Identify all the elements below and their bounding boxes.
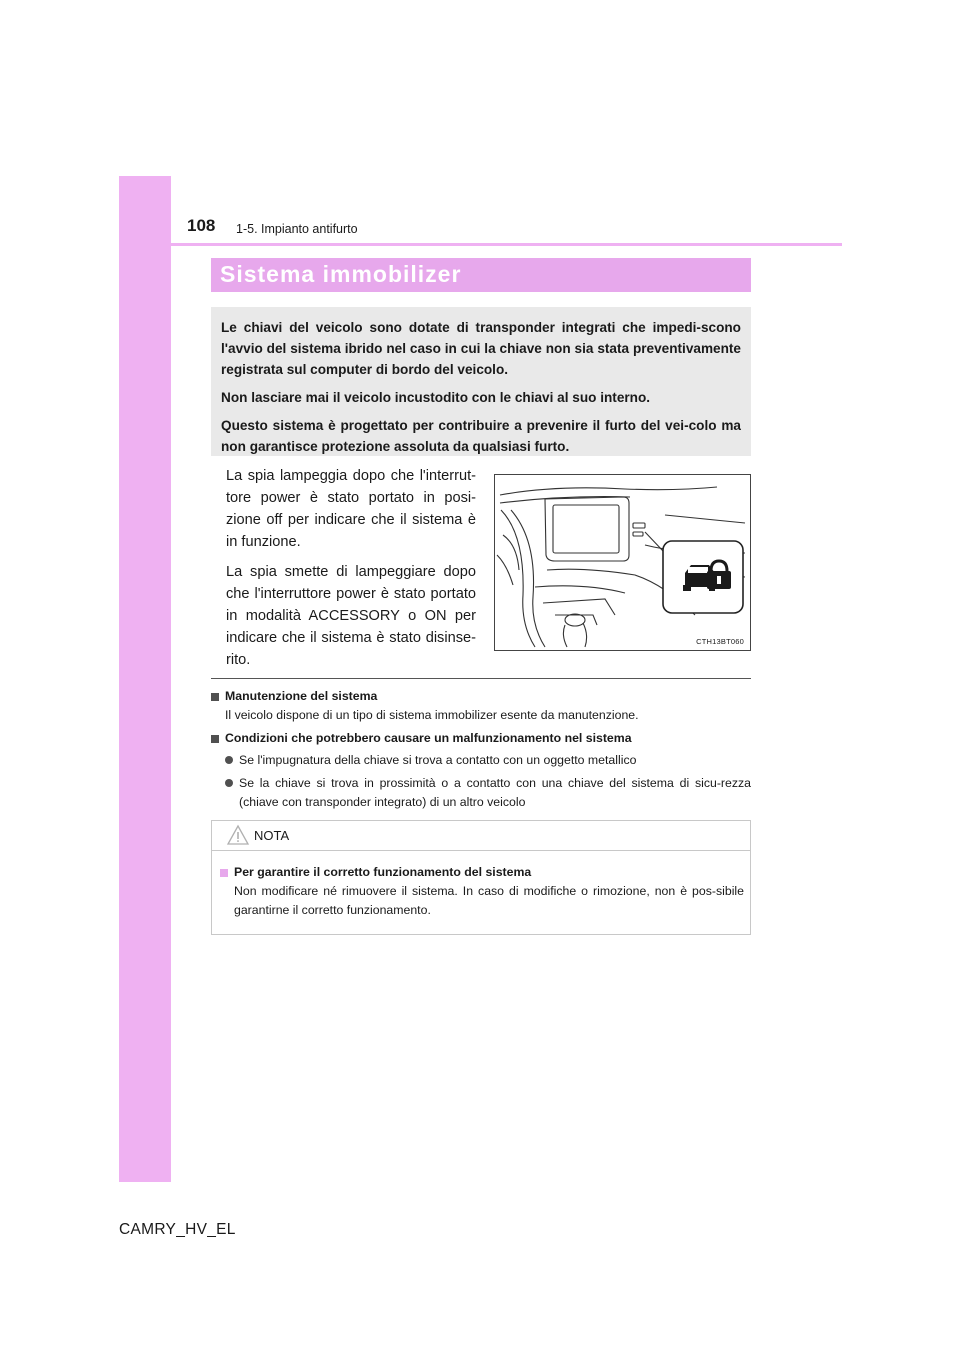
document-code: CAMRY_HV_EL bbox=[119, 1221, 236, 1238]
bullet-text: Se l'impugnatura della chiave si trova a contatto con un oggetto metallico bbox=[239, 753, 637, 767]
intro-paragraph: Le chiavi del veicolo sono dotate di transponder integrati che impedi-scono l'avvio del sistema ibrido nel caso in cui la chiave non sia stata preventivamente registrata sul computer di bordo del veicolo. bbox=[221, 320, 741, 377]
side-thumb-band bbox=[119, 176, 171, 1182]
intro-paragraph: Non lasciare mai il veicolo incustodito con le chiavi al suo interno. bbox=[221, 390, 651, 405]
nota-text: Non modificare né rimuovere il sistema. In caso di modifiche o rimozione, non è pos-sibile garantirne il corretto funzionamento. bbox=[234, 884, 744, 917]
square-bullet-icon bbox=[211, 693, 219, 701]
note-text: Il veicolo dispone di un tipo di sistema immobilizer esente da manutenzione. bbox=[225, 708, 639, 722]
section-reference: 1-5. Impianto antifurto bbox=[236, 222, 358, 236]
nota-body bbox=[220, 863, 744, 924]
intro-box bbox=[211, 307, 751, 456]
round-bullet-icon bbox=[225, 779, 233, 787]
dashboard-illustration bbox=[494, 474, 751, 651]
bullet-item bbox=[211, 751, 751, 770]
square-bullet-icon bbox=[211, 735, 219, 743]
notes-section bbox=[211, 687, 751, 812]
warning-triangle-icon bbox=[226, 824, 250, 846]
body-paragraph: La spia smette di lampeggiare dopo che l'interruttore power è stato portato in modalità ACCESSORY o ON per indicare che il sistema è stato disinse-rito. bbox=[226, 564, 476, 668]
header-rule bbox=[171, 243, 842, 246]
nota-header bbox=[212, 821, 750, 851]
round-bullet-icon bbox=[225, 756, 233, 764]
note-heading bbox=[211, 729, 751, 748]
dashboard-drawing bbox=[495, 475, 750, 650]
note-heading-text: Condizioni che potrebbero causare un malfunzionamento nel sistema bbox=[225, 731, 632, 745]
section-divider bbox=[211, 678, 751, 679]
page-number: 108 bbox=[187, 216, 216, 235]
figure-code: CTH13BT060 bbox=[696, 637, 744, 646]
nota-heading-text: Per garantire il corretto funzionamento del sistema bbox=[234, 865, 532, 879]
nota-heading bbox=[220, 863, 744, 882]
bullet-item bbox=[211, 774, 751, 812]
body-paragraph: La spia lampeggia dopo che l'interrut-tore power è stato portato in posi-zione off per indicare che il sistema è in funzione. bbox=[226, 468, 476, 550]
nota-label: NOTA bbox=[254, 828, 290, 843]
body-text bbox=[226, 465, 476, 679]
bullet-text: Se la chiave si trova in prossimità o a contatto con una chiave del sistema di sicu-rezza (chiave con transponder integrato) di un altro veicolo bbox=[239, 776, 751, 809]
intro-paragraph: Questo sistema è progettato per contribuire a prevenire il furto del vei-colo ma non garantisce protezione assoluta da qualsiasi furto. bbox=[221, 418, 741, 454]
section-title-bar bbox=[211, 258, 751, 292]
note-heading bbox=[211, 687, 751, 706]
nota-box bbox=[211, 820, 751, 935]
square-bullet-icon bbox=[220, 869, 228, 877]
page-title: Sistema immobilizer bbox=[220, 261, 462, 287]
note-heading-text: Manutenzione del sistema bbox=[225, 689, 378, 703]
